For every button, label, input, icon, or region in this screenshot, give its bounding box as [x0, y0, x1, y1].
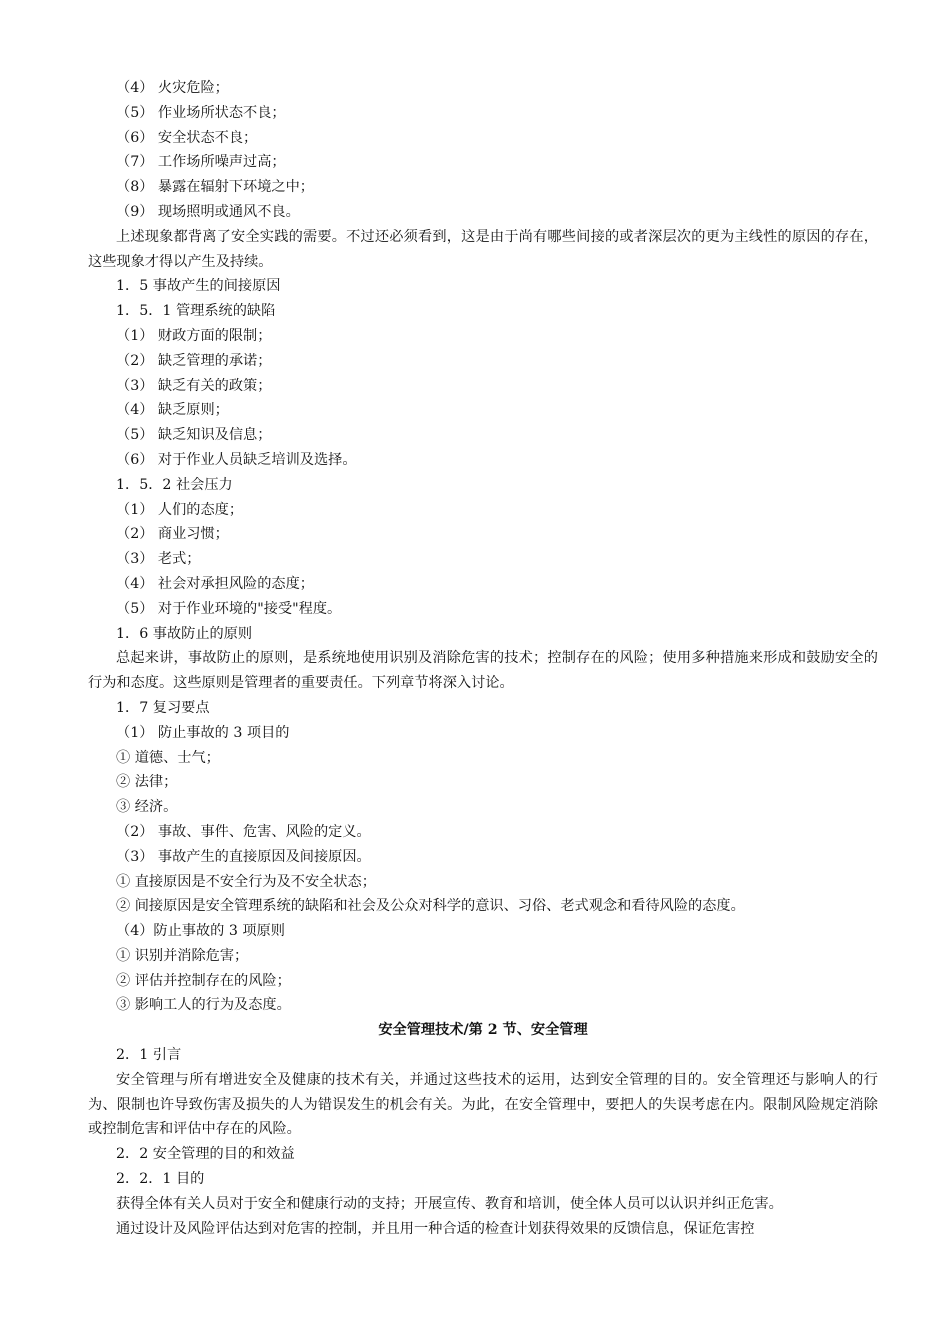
text-line: （6） 对于作业人员缺乏培训及选择。: [116, 451, 357, 468]
text-line: （2） 缺乏管理的承诺；: [116, 352, 272, 369]
text-line: 2．1 引言: [116, 1047, 182, 1064]
text-line: （4） 火灾危险；: [116, 80, 229, 96]
text-line: （7） 工作场所噪声过高；: [116, 154, 286, 171]
section-heading: 安全管理技术/第 2 节、安全管理: [378, 1022, 588, 1039]
text-line: （1） 人们的态度；: [116, 501, 244, 518]
text-line: 1．6 事故防止的原则: [116, 625, 253, 642]
text-line: ① 道德、士气；: [116, 749, 220, 766]
text-line: （3） 老式；: [116, 551, 201, 568]
text-line: 1．5．2 社会压力: [116, 476, 233, 493]
text-line: （4） 缺乏原则；: [116, 402, 229, 419]
text-line: ② 间接原因是安全管理系统的缺陷和社会及公众对科学的意识、习俗、老式观念和看待风险的态度。: [116, 898, 745, 915]
text-line: ② 评估并控制存在的风险；: [116, 972, 291, 989]
text-line: 1．5．1 管理系统的缺陷: [116, 303, 276, 320]
text-line: （6） 安全状态不良；: [116, 129, 258, 146]
document-page: [88, 76, 878, 1241]
text-line: 2．2．1 目的: [116, 1171, 205, 1188]
paragraph: 通过设计及风险评估达到对危害的控制，并且用一种合适的检查计划获得效果的反馈信息，保证危害控: [116, 1220, 755, 1237]
text-line: （5） 对于作业环境的"接受"程度。: [116, 600, 342, 617]
text-line: （4）防止事故的 3 项原则: [116, 923, 285, 940]
paragraph: 安全管理与所有增进安全及健康的技术有关，并通过这些技术的运用，达到安全管理的目的。安全管理还与影响人的行为、限制也许导致伤害及损失的人为错误发生的机会有关。为此，在安全管理中，要把人的失误考虑在内。限制风险规定消除或控制危害和评估中存在的风险。: [88, 1071, 878, 1138]
text-line: （3） 缺乏有关的政策；: [116, 377, 272, 394]
text-line: （5） 缺乏知识及信息；: [116, 427, 272, 444]
text-line: （8） 暴露在辐射下环境之中；: [116, 179, 314, 196]
paragraph: 获得全体有关人员对于安全和健康行动的支持；开展宣传、教育和培训，使全体人员可以认识并纠正危害。: [116, 1195, 783, 1212]
text-line: （3） 事故产生的直接原因及间接原因。: [116, 848, 371, 865]
paragraph: 上述现象都背离了安全实践的需要。不过还必须看到，这是由于尚有哪些间接的或者深层次的更为主线性的原因的存在，这些现象才得以产生及持续。: [88, 228, 878, 270]
text-line: （1） 防止事故的 3 项目的: [116, 724, 290, 741]
text-line: （5） 作业场所状态不良；: [116, 104, 286, 121]
text-line: ① 识别并消除危害；: [116, 947, 249, 964]
text-line: 1．5 事故产生的间接原因: [116, 278, 281, 295]
text-line: 2．2 安全管理的目的和效益: [116, 1146, 295, 1163]
text-line: ① 直接原因是不安全行为及不安全状态；: [116, 873, 376, 890]
text-line: （4） 社会对承担风险的态度；: [116, 575, 314, 592]
paragraph: 总起来讲，事故防止的原则，是系统地使用识别及消除危害的技术；控制存在的风险；使用多种措施来形成和鼓励安全的行为和态度。这些原则是管理者的重要责任。下列章节将深入讨论。: [88, 650, 878, 692]
text-line: ③ 影响工人的行为及态度。: [116, 997, 291, 1014]
text-line: ② 法律；: [116, 774, 178, 791]
text-line: 1．7 复习要点: [116, 699, 210, 716]
text-line: （9） 现场照明或通风不良。: [116, 203, 300, 220]
text-line: ③ 经济。: [116, 799, 178, 816]
text-line: （1） 财政方面的限制；: [116, 327, 272, 344]
text-line: （2） 商业习惯；: [116, 526, 229, 543]
text-line: （2） 事故、事件、危害、风险的定义。: [116, 823, 371, 840]
